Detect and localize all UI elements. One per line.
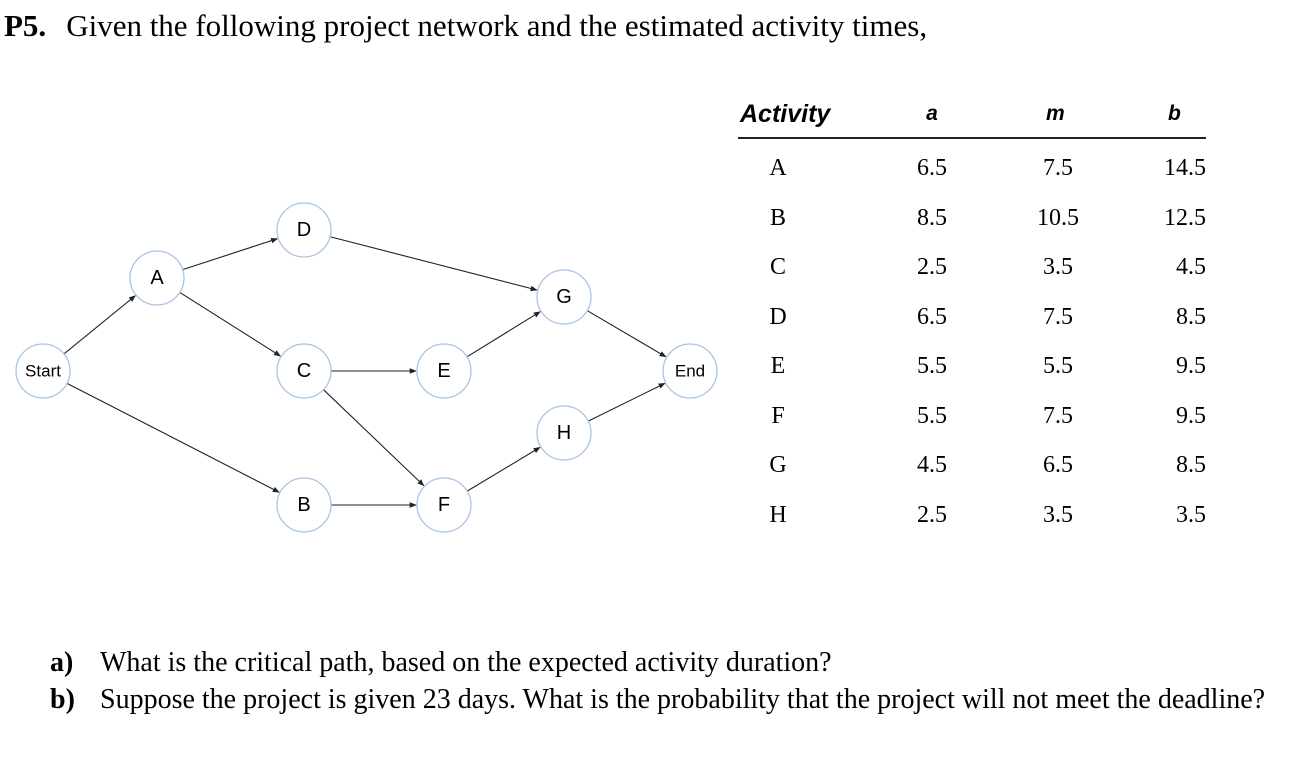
edge-A-to-D bbox=[183, 239, 278, 270]
edge-E-to-G bbox=[467, 312, 540, 357]
cell-m: 10.5 bbox=[1037, 204, 1079, 231]
node-start-label: Start bbox=[25, 361, 61, 381]
question-a bbox=[50, 644, 1300, 681]
cell-m: 7.5 bbox=[1043, 402, 1073, 429]
node-end-label: End bbox=[674, 361, 706, 381]
cell-b: 9.5 bbox=[1176, 402, 1206, 429]
edge-H-to-end bbox=[588, 383, 665, 421]
edge-A-to-C bbox=[180, 292, 281, 356]
node-a bbox=[130, 251, 184, 305]
cell-b: 3.5 bbox=[1176, 501, 1206, 528]
question-a-text: What is the critical path, based on the expected activity duration? bbox=[100, 647, 832, 678]
header-b: b bbox=[1168, 102, 1181, 125]
question-b bbox=[50, 681, 1300, 718]
edge-start-to-B bbox=[67, 383, 279, 492]
node-f bbox=[417, 478, 471, 532]
cell-a: 8.5 bbox=[917, 204, 947, 231]
edge-C-to-F bbox=[324, 390, 424, 486]
cell-a: 6.5 bbox=[917, 303, 947, 330]
cell-a: 4.5 bbox=[917, 452, 947, 478]
cell-activity: C bbox=[769, 254, 787, 280]
node-e bbox=[417, 344, 471, 398]
cell-a: 5.5 bbox=[917, 402, 947, 429]
cell-activity: E bbox=[770, 353, 786, 379]
project-network-diagram bbox=[0, 0, 740, 560]
node-c bbox=[277, 344, 331, 398]
node-d bbox=[277, 203, 331, 257]
cell-activity: G bbox=[769, 452, 787, 478]
node-start bbox=[16, 344, 70, 398]
cell-m: 7.5 bbox=[1043, 303, 1073, 330]
node-c-label: C bbox=[296, 360, 312, 382]
question-b-text: Suppose the project is given 23 days. What is the probability that the project will not meet the deadline? bbox=[100, 684, 1266, 715]
cell-activity: B bbox=[769, 204, 787, 231]
cell-a: 2.5 bbox=[917, 254, 947, 280]
cell-m: 7.5 bbox=[1043, 155, 1073, 181]
cell-b: 8.5 bbox=[1176, 303, 1206, 330]
cell-b: 14.5 bbox=[1164, 155, 1206, 181]
cell-a: 6.5 bbox=[917, 155, 947, 181]
node-g bbox=[537, 270, 591, 324]
edge-start-to-A bbox=[64, 296, 135, 354]
node-e-label: E bbox=[437, 360, 451, 382]
cell-b: 9.5 bbox=[1176, 353, 1206, 379]
node-b-label: B bbox=[297, 494, 311, 516]
activity-times-table bbox=[736, 97, 1206, 537]
node-h-label: H bbox=[556, 422, 572, 444]
questions-list bbox=[50, 644, 1300, 718]
header-m: m bbox=[1046, 102, 1065, 125]
cell-activity: D bbox=[769, 303, 787, 330]
edge-D-to-G bbox=[330, 237, 537, 290]
cell-m: 3.5 bbox=[1043, 254, 1073, 280]
cell-activity: H bbox=[769, 501, 787, 528]
cell-m: 6.5 bbox=[1043, 452, 1073, 478]
cell-m: 5.5 bbox=[1043, 353, 1073, 379]
cell-m: 3.5 bbox=[1043, 501, 1073, 528]
question-a-label: a) bbox=[50, 647, 74, 678]
header-a: a bbox=[926, 102, 938, 125]
edge-G-to-end bbox=[587, 311, 666, 357]
cell-a: 5.5 bbox=[917, 353, 947, 379]
node-a-label: A bbox=[150, 267, 164, 289]
cell-activity: F bbox=[771, 402, 785, 429]
problem-statement: Given the following project network and the estimated activity times, bbox=[66, 8, 928, 43]
cell-b: 4.5 bbox=[1176, 254, 1206, 280]
edge-F-to-H bbox=[467, 447, 540, 491]
problem-number: P5. bbox=[4, 8, 47, 43]
cell-activity: A bbox=[769, 155, 787, 181]
node-d-label: D bbox=[296, 219, 312, 241]
header-activity: Activity bbox=[740, 100, 831, 128]
node-f-label: F bbox=[437, 494, 451, 516]
node-end bbox=[663, 344, 717, 398]
node-g-label: G bbox=[556, 286, 572, 308]
cell-b: 8.5 bbox=[1176, 452, 1206, 478]
cell-a: 2.5 bbox=[917, 501, 947, 528]
table-header-rule bbox=[738, 137, 1206, 139]
question-b-label: b) bbox=[50, 684, 75, 715]
cell-b: 12.5 bbox=[1164, 204, 1206, 231]
node-h bbox=[537, 406, 591, 460]
node-b bbox=[277, 478, 331, 532]
